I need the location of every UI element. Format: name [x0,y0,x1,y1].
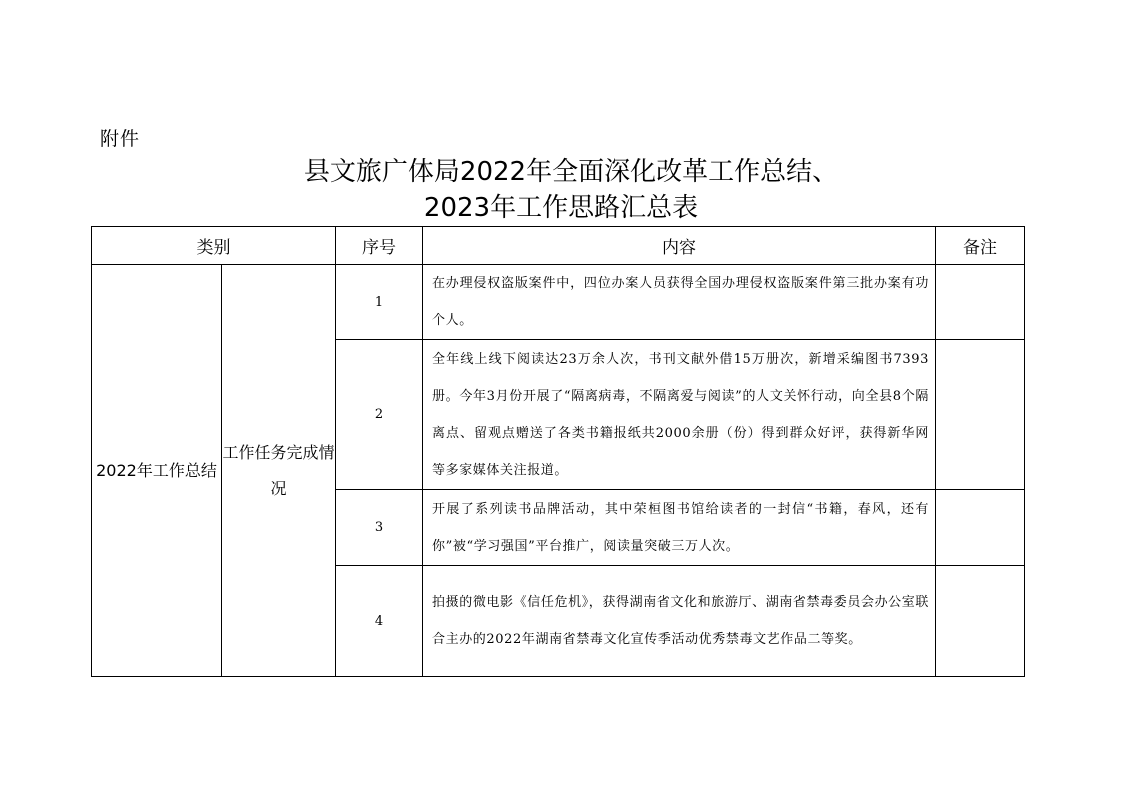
remarks-cell [936,265,1025,340]
document-title-line-1: 县文旅广体局2022年全面深化改革工作总结、 [303,157,839,187]
header-category: 类别 [92,227,336,265]
header-remarks: 备注 [936,227,1025,265]
sequence-cell: 2 [336,340,423,490]
header-content: 内容 [423,227,936,265]
remarks-cell [936,340,1025,490]
header-sequence: 序号 [336,227,423,265]
remarks-cell [936,566,1025,677]
attachment-label: 附件 [100,128,141,150]
remarks-cell [936,490,1025,566]
header-row [92,227,1025,265]
category-sub-cell: 工作任务完成情况 [222,265,336,677]
document-title-line-2: 2023年工作思路汇总表 [423,193,699,223]
table-row [92,265,1025,340]
content-cell: 开展了系列读书品牌活动，其中荣桓图书馆给读者的一封信“书籍，春风，还有你”被“学习强国”平台推广，阅读量突破三万人次。 [423,490,936,566]
content-cell: 在办理侵权盗版案件中，四位办案人员获得全国办理侵权盗版案件第三批办案有功个人。 [423,265,936,340]
category-main-cell: 2022年工作总结 [92,265,222,677]
sequence-cell: 3 [336,490,423,566]
sequence-cell: 4 [336,566,423,677]
sequence-cell: 1 [336,265,423,340]
content-cell: 全年线上线下阅读达23万余人次，书刊文献外借15万册次，新增采编图书7393册。今年3月份开展了“隔离病毒，不隔离爱与阅读”的人文关怀行动，向全县8个隔离点、留观点赠送了各类书籍报纸共2000余册（份）得到群众好评，获得新华网等多家媒体关注报道。 [423,340,936,490]
summary-table [91,226,1025,677]
content-cell: 拍摄的微电影《信任危机》，获得湖南省文化和旅游厅、湖南省禁毒委员会办公室联合主办的2022年湖南省禁毒文化宣传季活动优秀禁毒文艺作品二等奖。 [423,566,936,677]
